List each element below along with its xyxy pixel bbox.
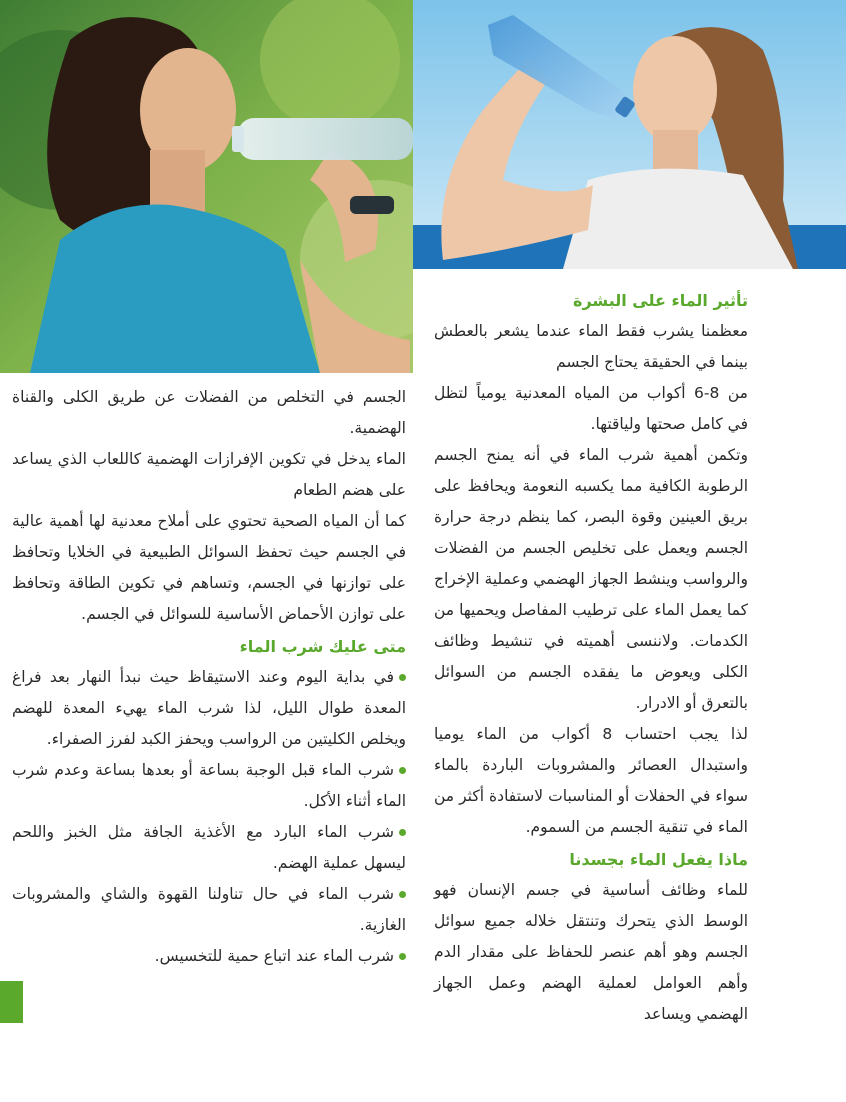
- bullet-icon: [399, 891, 406, 898]
- paragraph: الماء يدخل في تكوين الإفرازات الهضمية كاللعاب الذي يساعد على هضم الطعام: [12, 450, 406, 499]
- heading-water-skin: تأثير الماء على البشرة: [573, 291, 748, 310]
- paragraph: كما أن المياه الصحية تحتوي على أملاح معدنية لها أهمية عالية في الجسم حيث تحفظ السوائل الطبيعية في الخلايا وتحافظ على توازنها في الجسم، وتساهم في تكوين الطاقة وتحافظ على توازن الأحماض الأساسية للسوائل في الجسم.: [12, 512, 406, 623]
- left-text-column: [12, 382, 406, 972]
- heading-what-water-does: ماذا يفعل الماء بجسدنا: [569, 850, 748, 869]
- list-item: شرب الماء البارد مع الأغذية الجافة مثل الخبز واللحم ليسهل عملية الهضم.: [12, 823, 406, 872]
- bullet-icon: [399, 674, 406, 681]
- photo-woman-green-background: [0, 0, 413, 373]
- bullet-icon: [399, 767, 406, 774]
- heading-when-to-drink: متى عليك شرب الماء: [239, 637, 406, 656]
- paragraph: معظمنا يشرب فقط الماء عندما يشعر بالعطش بينما في الحقيقة يحتاج الجسم: [434, 322, 748, 371]
- right-text-column: [434, 284, 748, 1030]
- photo-woman-sky-background: [413, 0, 846, 269]
- bullet-list: [12, 662, 406, 972]
- list-item: في بداية اليوم وعند الاستيقاظ حيث نبدأ النهار بعد فراغ المعدة طوال الليل، لذا شرب الماء يهيء المعدة للهضم ويخلص الكليتين من الرواسب ويحفز الكبد لفرز الصفراء.: [12, 668, 406, 748]
- paragraph: الجسم في التخلص من الفضلات عن طريق الكلى والقناة الهضمية.: [12, 388, 406, 437]
- paragraph: للماء وظائف أساسية في جسم الإنسان فهو الوسط الذي يتحرك وتنتقل خلاله جميع سوائل الجسم وهو أهم عنصر للحفاظ على مقدار الدم وأهم العوامل لعملية الهضم وعمل الجهاز الهضمي ويساعد: [434, 881, 748, 1023]
- page-edge-tab: [0, 981, 23, 1023]
- list-item: شرب الماء في حال تناولنا القهوة والشاي والمشروبات الغازية.: [12, 885, 406, 934]
- bullet-icon: [399, 953, 406, 960]
- paragraph: لذا يجب احتساب 8 أكواب من الماء يوميا واستبدال العصائر والمشروبات الباردة بالماء سواء في الحفلات أو المناسبات لاستفادة أكثر من الماء في تنقية الجسم من السموم.: [434, 725, 748, 836]
- paragraph: وتكمن أهمية شرب الماء في أنه يمنح الجسم الرطوبة الكافية مما يكسبه النعومة ويحافظ على بريق العينين وقوة البصر، كما ينظم درجة حرارة الجسم ويعمل على تخليص الجسم من الفضلات والرواسب وينشط الجهاز الهضمي وعملية الإخراج كما يعمل الماء على ترطيب المفاصل ويحميها من الكدمات. ولاننسى أهميته في تنشيط وظائف الكلى ويعوض ما يفقده الجسم من السوائل بالتعرق أو الادرار.: [433, 446, 748, 712]
- list-item: شرب الماء عند اتباع حمية للتخسيس.: [12, 941, 406, 972]
- bullet-icon: [399, 829, 406, 836]
- list-item: شرب الماء قبل الوجبة بساعة أو بعدها بساعة وعدم شرب الماء أثناء الأكل.: [12, 761, 406, 810]
- paragraph: من 8-6 أكواب من المياه المعدنية يومياً لتظل في كامل صحتها ولياقتها.: [434, 384, 748, 433]
